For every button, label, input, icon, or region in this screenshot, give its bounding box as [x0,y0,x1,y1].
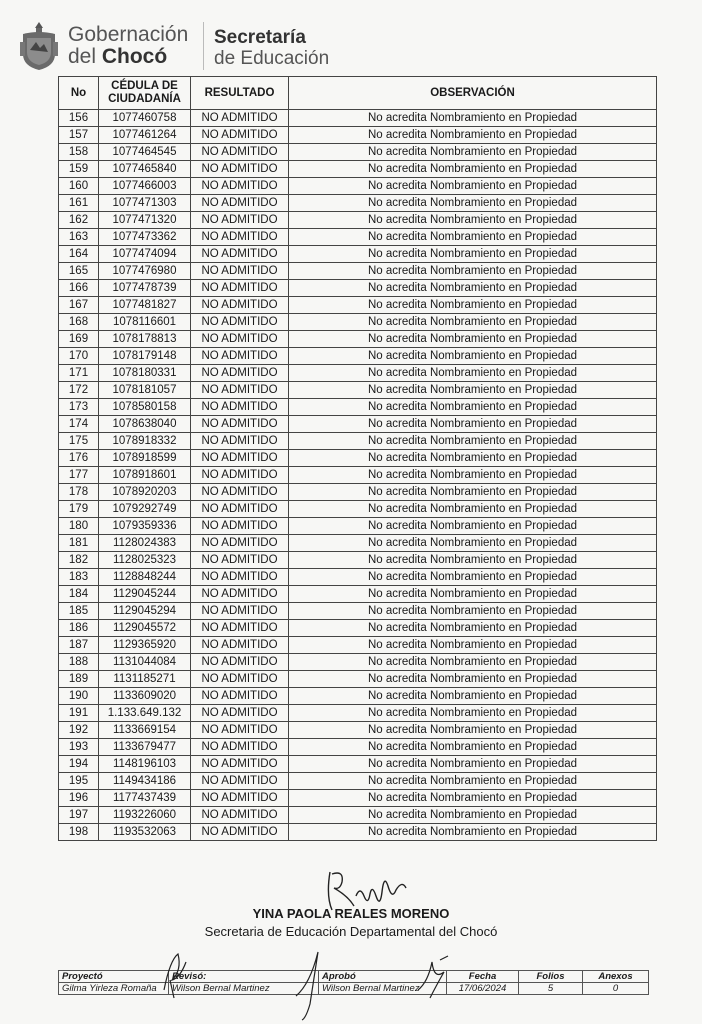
secretaria-wordmark [214,27,329,69]
row-cedula: 1133679477 [99,739,191,756]
row-number: 170 [59,348,99,365]
gov-line-1: Gobernación [68,23,189,46]
row-number: 184 [59,586,99,603]
row-cedula: 1077471320 [99,212,191,229]
row-cedula: 1148196103 [99,756,191,773]
gov-line-2 [68,46,188,68]
row-resultado: NO ADMITIDO [191,620,289,637]
row-resultado: NO ADMITIDO [191,688,289,705]
table-row [59,246,657,263]
row-observacion: No acredita Nombramiento en Propiedad [289,739,657,756]
row-cedula: 1077471303 [99,195,191,212]
table-row [59,637,657,654]
table-row [59,144,657,161]
row-observacion: No acredita Nombramiento en Propiedad [289,195,657,212]
table-row [59,280,657,297]
row-number: 176 [59,450,99,467]
row-number: 183 [59,569,99,586]
row-number: 196 [59,790,99,807]
row-cedula: 1131185271 [99,671,191,688]
row-resultado: NO ADMITIDO [191,756,289,773]
table-row [59,501,657,518]
table-row [59,365,657,382]
table-header-row [59,77,657,110]
row-observacion: No acredita Nombramiento en Propiedad [289,637,657,654]
row-number: 177 [59,467,99,484]
row-resultado: NO ADMITIDO [191,722,289,739]
row-resultado: NO ADMITIDO [191,518,289,535]
row-resultado: NO ADMITIDO [191,739,289,756]
table-row [59,450,657,467]
row-cedula: 1078179148 [99,348,191,365]
row-cedula: 1078918332 [99,433,191,450]
row-cedula: 1128024383 [99,535,191,552]
row-number: 163 [59,229,99,246]
table-row [59,433,657,450]
table-row [59,518,657,535]
row-number: 194 [59,756,99,773]
table-row [59,416,657,433]
row-resultado: NO ADMITIDO [191,399,289,416]
row-cedula: 1078920203 [99,484,191,501]
row-resultado: NO ADMITIDO [191,314,289,331]
row-observacion: No acredita Nombramiento en Propiedad [289,620,657,637]
row-resultado: NO ADMITIDO [191,603,289,620]
proyecto-value: Gilma Yirleza Romaña [59,983,169,995]
anexos-value: 0 [583,983,649,995]
row-resultado: NO ADMITIDO [191,654,289,671]
table-row [59,161,657,178]
row-number: 168 [59,314,99,331]
table-row [59,263,657,280]
row-observacion: No acredita Nombramiento en Propiedad [289,331,657,348]
row-cedula: 1079359336 [99,518,191,535]
table-row [59,722,657,739]
row-cedula: 1078638040 [99,416,191,433]
table-row [59,705,657,722]
row-number: 186 [59,620,99,637]
row-resultado: NO ADMITIDO [191,195,289,212]
table-row [59,688,657,705]
row-observacion: No acredita Nombramiento en Propiedad [289,535,657,552]
row-resultado: NO ADMITIDO [191,705,289,722]
row-resultado: NO ADMITIDO [191,263,289,280]
fecha-label: Fecha [447,971,519,983]
row-cedula: 1078918599 [99,450,191,467]
row-number: 166 [59,280,99,297]
row-observacion: No acredita Nombramiento en Propiedad [289,212,657,229]
row-number: 188 [59,654,99,671]
row-cedula: 1.133.649.132 [99,705,191,722]
row-resultado: NO ADMITIDO [191,297,289,314]
row-cedula: 1078918601 [99,467,191,484]
signer-role: Secretaria de Educación Departamental del Chocó [204,924,498,939]
row-number: 189 [59,671,99,688]
approvals-value-row [59,983,649,995]
row-resultado: NO ADMITIDO [191,637,289,654]
row-observacion: No acredita Nombramiento en Propiedad [289,229,657,246]
row-cedula: 1129365920 [99,637,191,654]
header-no: No [59,77,99,110]
anexos-label: Anexos [583,971,649,983]
row-cedula: 1149434186 [99,773,191,790]
row-observacion: No acredita Nombramiento en Propiedad [289,688,657,705]
row-cedula: 1077476980 [99,263,191,280]
row-observacion: No acredita Nombramiento en Propiedad [289,484,657,501]
table-row [59,756,657,773]
row-cedula: 1177437439 [99,790,191,807]
row-observacion: No acredita Nombramiento en Propiedad [289,654,657,671]
row-number: 169 [59,331,99,348]
table-row [59,569,657,586]
table-row [59,535,657,552]
table-row [59,314,657,331]
aprobo-value: Wilson Bernal Martinez [319,983,447,995]
table-row [59,586,657,603]
row-number: 198 [59,824,99,841]
row-observacion: No acredita Nombramiento en Propiedad [289,569,657,586]
row-number: 175 [59,433,99,450]
table-row [59,773,657,790]
row-number: 161 [59,195,99,212]
row-resultado: NO ADMITIDO [191,433,289,450]
folios-value: 5 [519,983,583,995]
row-observacion: No acredita Nombramiento en Propiedad [289,161,657,178]
table-row [59,382,657,399]
table-row [59,654,657,671]
row-cedula: 1078116601 [99,314,191,331]
table-row [59,739,657,756]
row-resultado: NO ADMITIDO [191,552,289,569]
header-cedula: CÉDULA DE CIUDADANÍA [99,77,191,110]
row-number: 195 [59,773,99,790]
header-divider [203,22,204,70]
row-observacion: No acredita Nombramiento en Propiedad [289,518,657,535]
row-cedula: 1077478739 [99,280,191,297]
table-row [59,110,657,127]
row-observacion: No acredita Nombramiento en Propiedad [289,722,657,739]
row-cedula: 1133609020 [99,688,191,705]
row-number: 158 [59,144,99,161]
gov-line-2-bold: Chocó [101,45,168,68]
row-cedula: 1128848244 [99,569,191,586]
row-resultado: NO ADMITIDO [191,331,289,348]
row-resultado: NO ADMITIDO [191,280,289,297]
table-row [59,348,657,365]
row-resultado: NO ADMITIDO [191,365,289,382]
row-cedula: 1077473362 [99,229,191,246]
row-observacion: No acredita Nombramiento en Propiedad [289,297,657,314]
sec-line-1: Secretaría [214,27,306,48]
row-observacion: No acredita Nombramiento en Propiedad [289,263,657,280]
gov-line-2-prefix: del [68,45,102,68]
row-resultado: NO ADMITIDO [191,212,289,229]
row-resultado: NO ADMITIDO [191,467,289,484]
row-resultado: NO ADMITIDO [191,807,289,824]
initials-scribble-icon [160,950,190,1000]
row-resultado: NO ADMITIDO [191,773,289,790]
row-observacion: No acredita Nombramiento en Propiedad [289,382,657,399]
reviso-value: Wilson Bernal Martinez [169,983,319,995]
row-resultado: NO ADMITIDO [191,569,289,586]
row-number: 185 [59,603,99,620]
row-number: 162 [59,212,99,229]
row-cedula: 1078580158 [99,399,191,416]
row-number: 197 [59,807,99,824]
row-resultado: NO ADMITIDO [191,382,289,399]
row-observacion: No acredita Nombramiento en Propiedad [289,314,657,331]
table-row [59,331,657,348]
row-number: 165 [59,263,99,280]
row-observacion: No acredita Nombramiento en Propiedad [289,365,657,382]
row-cedula: 1078178813 [99,331,191,348]
table-row [59,603,657,620]
row-number: 182 [59,552,99,569]
row-observacion: No acredita Nombramiento en Propiedad [289,790,657,807]
row-resultado: NO ADMITIDO [191,348,289,365]
row-number: 191 [59,705,99,722]
row-observacion: No acredita Nombramiento en Propiedad [289,178,657,195]
row-resultado: NO ADMITIDO [191,178,289,195]
results-table [58,76,657,841]
table-row [59,467,657,484]
approvals-table [58,970,649,995]
row-observacion: No acredita Nombramiento en Propiedad [289,824,657,841]
row-observacion: No acredita Nombramiento en Propiedad [289,807,657,824]
fecha-value: 17/06/2024 [447,983,519,995]
row-cedula: 1078181057 [99,382,191,399]
proyecto-label: Proyectó [59,971,169,983]
letterhead [18,18,518,74]
row-number: 192 [59,722,99,739]
row-resultado: NO ADMITIDO [191,144,289,161]
row-number: 167 [59,297,99,314]
row-cedula: 1193226060 [99,807,191,824]
row-cedula: 1129045294 [99,603,191,620]
row-cedula: 1077481827 [99,297,191,314]
row-cedula: 1077461264 [99,127,191,144]
row-observacion: No acredita Nombramiento en Propiedad [289,416,657,433]
row-observacion: No acredita Nombramiento en Propiedad [289,399,657,416]
row-resultado: NO ADMITIDO [191,586,289,603]
table-row [59,620,657,637]
row-cedula: 1077465840 [99,161,191,178]
table-row [59,399,657,416]
row-number: 178 [59,484,99,501]
row-cedula: 1128025323 [99,552,191,569]
row-number: 187 [59,637,99,654]
table-row [59,178,657,195]
table-row [59,790,657,807]
row-number: 171 [59,365,99,382]
row-number: 172 [59,382,99,399]
table-row [59,824,657,841]
row-observacion: No acredita Nombramiento en Propiedad [289,127,657,144]
row-observacion: No acredita Nombramiento en Propiedad [289,280,657,297]
row-resultado: NO ADMITIDO [191,161,289,178]
row-cedula: 1077474094 [99,246,191,263]
row-resultado: NO ADMITIDO [191,501,289,518]
row-cedula: 1078180331 [99,365,191,382]
row-resultado: NO ADMITIDO [191,535,289,552]
table-row [59,127,657,144]
table-row [59,552,657,569]
row-resultado: NO ADMITIDO [191,824,289,841]
table-row [59,195,657,212]
row-cedula: 1079292749 [99,501,191,518]
row-observacion: No acredita Nombramiento en Propiedad [289,773,657,790]
row-cedula: 1129045244 [99,586,191,603]
row-cedula: 1077464545 [99,144,191,161]
table-row [59,212,657,229]
row-observacion: No acredita Nombramiento en Propiedad [289,246,657,263]
folios-label: Folios [519,971,583,983]
row-observacion: No acredita Nombramiento en Propiedad [289,144,657,161]
row-cedula: 1077466003 [99,178,191,195]
row-number: 173 [59,399,99,416]
header-resultado: RESULTADO [191,77,289,110]
aprobo-label: Aprobó [319,971,447,983]
row-number: 181 [59,535,99,552]
row-cedula: 1133669154 [99,722,191,739]
table-row [59,807,657,824]
table-row [59,671,657,688]
row-observacion: No acredita Nombramiento en Propiedad [289,671,657,688]
row-cedula: 1129045572 [99,620,191,637]
row-resultado: NO ADMITIDO [191,246,289,263]
row-observacion: No acredita Nombramiento en Propiedad [289,552,657,569]
table-row [59,229,657,246]
table-body [59,110,657,841]
row-number: 174 [59,416,99,433]
row-observacion: No acredita Nombramiento en Propiedad [289,467,657,484]
sec-line-2: de Educación [214,48,330,69]
row-resultado: NO ADMITIDO [191,127,289,144]
row-observacion: No acredita Nombramiento en Propiedad [289,450,657,467]
row-cedula: 1193532063 [99,824,191,841]
row-resultado: NO ADMITIDO [191,110,289,127]
row-observacion: No acredita Nombramiento en Propiedad [289,110,657,127]
coat-of-arms-icon [18,20,60,72]
row-resultado: NO ADMITIDO [191,790,289,807]
reviso-signature-icon [292,944,328,1022]
row-observacion: No acredita Nombramiento en Propiedad [289,705,657,722]
table-row [59,484,657,501]
reviso-label: Revisó: [169,971,319,983]
row-resultado: NO ADMITIDO [191,229,289,246]
row-resultado: NO ADMITIDO [191,450,289,467]
signer-name: YINA PAOLA REALES MORENO [252,906,450,921]
row-observacion: No acredita Nombramiento en Propiedad [289,501,657,518]
row-cedula: 1077460758 [99,110,191,127]
row-number: 160 [59,178,99,195]
row-resultado: NO ADMITIDO [191,484,289,501]
row-observacion: No acredita Nombramiento en Propiedad [289,603,657,620]
row-resultado: NO ADMITIDO [191,671,289,688]
table-row [59,297,657,314]
row-number: 179 [59,501,99,518]
approvals-label-row [59,971,649,983]
row-number: 164 [59,246,99,263]
row-number: 193 [59,739,99,756]
row-observacion: No acredita Nombramiento en Propiedad [289,586,657,603]
row-observacion: No acredita Nombramiento en Propiedad [289,348,657,365]
gobernacion-wordmark [68,24,188,68]
header-observacion: OBSERVACIÓN [289,77,657,110]
aprobo-signature-icon [414,952,454,1000]
row-observacion: No acredita Nombramiento en Propiedad [289,433,657,450]
row-number: 159 [59,161,99,178]
row-number: 180 [59,518,99,535]
row-observacion: No acredita Nombramiento en Propiedad [289,756,657,773]
row-cedula: 1131044084 [99,654,191,671]
row-number: 190 [59,688,99,705]
row-number: 156 [59,110,99,127]
row-number: 157 [59,127,99,144]
row-resultado: NO ADMITIDO [191,416,289,433]
